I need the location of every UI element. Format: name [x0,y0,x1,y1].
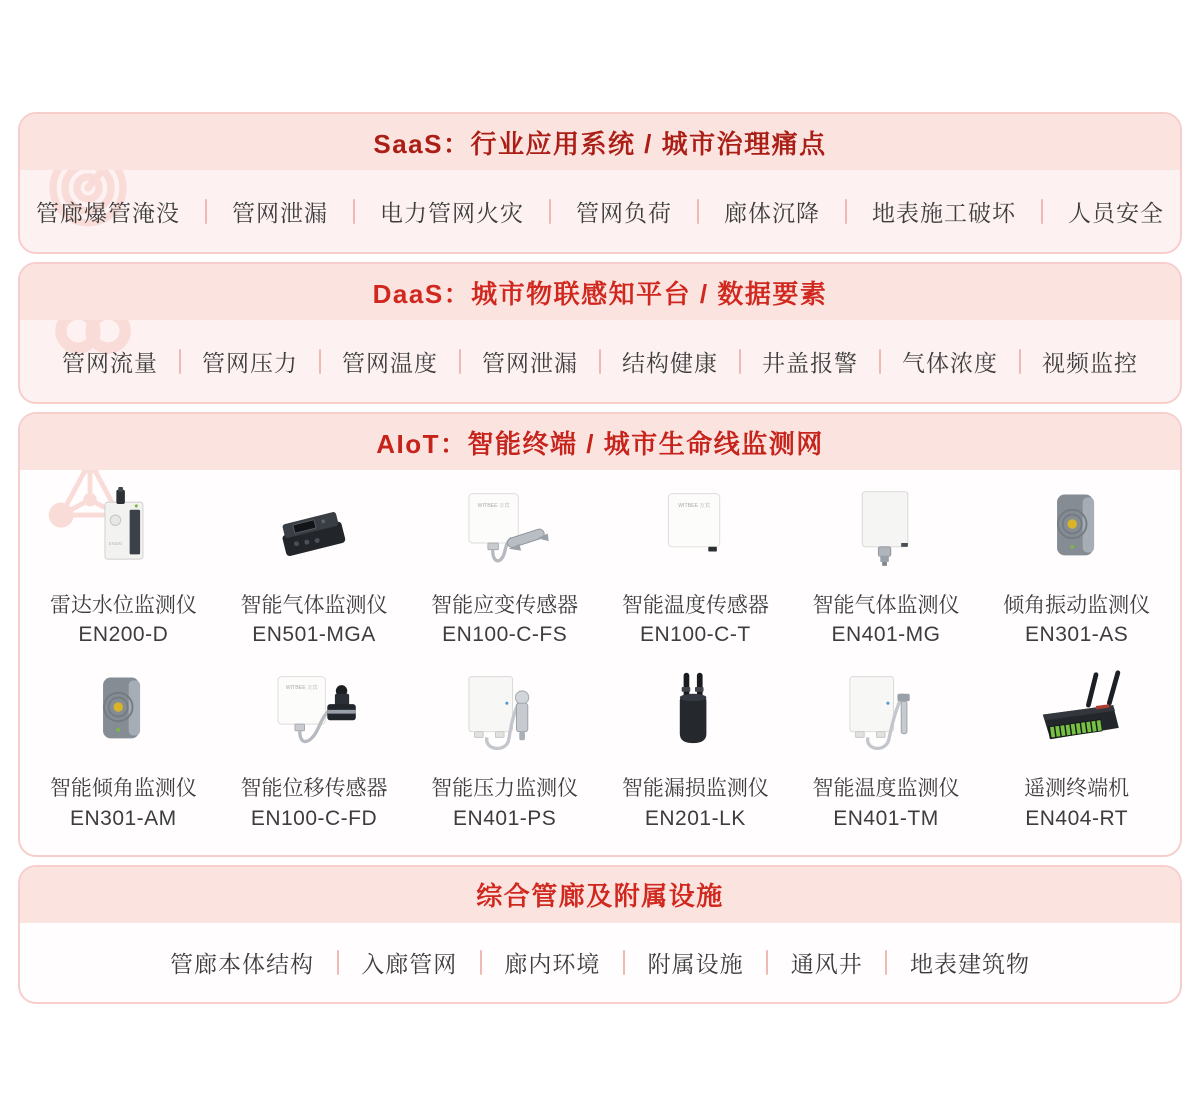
list-item: 管网负荷 [576,199,672,226]
list-item: 地表建筑物 [909,950,1030,977]
item-separator [739,349,741,374]
list-item: 廊体沉降 [724,199,820,226]
product-card [981,486,1172,647]
daas-header-band [20,264,1180,320]
item-separator [623,950,625,975]
product-card [600,669,791,830]
product-card [981,669,1172,830]
item-separator [353,199,355,224]
product-model: EN401-TM [833,806,939,830]
product-card [28,669,219,830]
product-name: 遥测终端机 [1024,777,1130,801]
item-separator [319,349,321,374]
list-item: 视频监控 [1042,349,1138,376]
product-name: 智能气体监测仪 [812,594,960,617]
product-name: 智能应变传感器 [431,594,579,617]
section-aiot [18,412,1182,857]
facility-header-band [20,867,1180,923]
item-separator [1041,199,1043,224]
product-model: EN200-D [78,623,169,647]
product-card [409,669,600,830]
pressure-device-icon [457,669,553,764]
leak-device-icon [647,669,743,764]
list-item: 管网压力 [202,349,298,376]
item-separator [766,950,768,975]
list-item: 管网温度 [342,349,438,376]
svg-text:EN200: EN200 [109,540,123,546]
product-model: EN100-C-FD [250,806,378,830]
product-model: EN301-AM [69,806,177,830]
section-daas [18,262,1182,404]
product-model: EN100-C-T [639,623,751,647]
product-name: 倾角振动监测仪 [1003,594,1151,617]
tilt-device-icon [1029,486,1125,581]
item-separator [459,349,461,374]
product-name: 雷达水位监测仪 [49,594,197,617]
aiot-title: AIoT：智能终端 / 城市生命线监测网 [376,428,824,459]
saas-items-row [20,170,1180,252]
displacement-device-icon [266,669,362,764]
product-card [791,669,982,830]
item-separator [599,349,601,374]
facility-items-row [20,923,1180,1002]
product-name: 智能漏损监测仪 [621,777,769,801]
temp-sensor-device-icon [647,486,743,581]
list-item: 管网泄漏 [232,199,328,226]
product-card [28,486,219,647]
product-model: EN401-PS [453,806,557,830]
list-item: 廊内环境 [504,950,601,977]
item-separator [885,950,887,975]
facility-title: 综合管廊及附属设施 [476,881,724,911]
svg-text:WITBEE 万宾: WITBEE 万宾 [477,502,510,509]
aiot-header-band [20,414,1180,470]
section-facility [18,865,1182,1004]
product-name: 智能倾角监测仪 [49,777,197,801]
product-card [409,486,600,647]
section-saas [18,112,1182,254]
product-name: 智能位移传感器 [240,777,388,801]
item-separator [879,349,881,374]
list-item: 管网流量 [62,349,158,376]
saas-header-band [20,114,1180,170]
svg-text:WITBEE 万宾: WITBEE 万宾 [678,502,711,509]
item-separator [480,950,482,975]
item-separator [205,199,207,224]
list-item: 人员安全 [1068,199,1164,226]
temp-probe-device-icon [838,669,934,764]
daas-title: DaaS：城市物联感知平台 / 数据要素 [372,278,828,309]
tilt-device-icon [75,669,171,764]
list-item: 入廊管网 [361,950,458,977]
item-separator [697,199,699,224]
item-separator [337,950,339,975]
product-card [219,669,410,830]
product-card [600,486,791,647]
product-model: EN501-MGA [252,623,376,647]
saas-title: SaaS：行业应用系统 / 城市治理痛点 [373,128,827,159]
product-name: 智能温度监测仪 [812,777,960,801]
product-model: EN404-RT [1025,806,1129,830]
list-item: 管廊本体结构 [170,950,314,977]
list-item: 电力管网火灾 [380,199,524,226]
product-model: EN401-MG [831,623,941,647]
product-card [219,486,410,647]
product-model: EN301-AS [1025,623,1129,647]
aiot-product-grid [20,470,1180,855]
product-name: 智能温度传感器 [621,594,769,617]
gas-box-device-icon [838,486,934,581]
product-model: EN100-C-FS [442,623,568,647]
list-item: 结构健康 [622,349,718,376]
svg-text:WITBEE 万宾: WITBEE 万宾 [285,685,318,692]
list-item: 附属设施 [647,950,744,977]
list-item: 地表施工破坏 [872,199,1016,226]
list-item: 井盖报警 [762,349,858,376]
item-separator [549,199,551,224]
list-item: 通风井 [790,950,863,977]
list-item: 管网泄漏 [482,349,578,376]
product-name: 智能气体监测仪 [240,594,388,617]
rtu-device-icon [1029,669,1125,764]
daas-items-row [20,320,1180,402]
strain-sensor-device-icon [457,486,553,581]
product-card [791,486,982,647]
product-model: EN201-LK [644,806,746,830]
product-name: 智能压力监测仪 [431,777,579,801]
radar-level-device-icon [75,486,171,581]
item-separator [1019,349,1021,374]
gas-flat-device-icon [266,486,362,581]
item-separator [179,349,181,374]
item-separator [845,199,847,224]
list-item: 气体浓度 [902,349,998,376]
list-item: 管廊爆管淹没 [36,199,180,226]
